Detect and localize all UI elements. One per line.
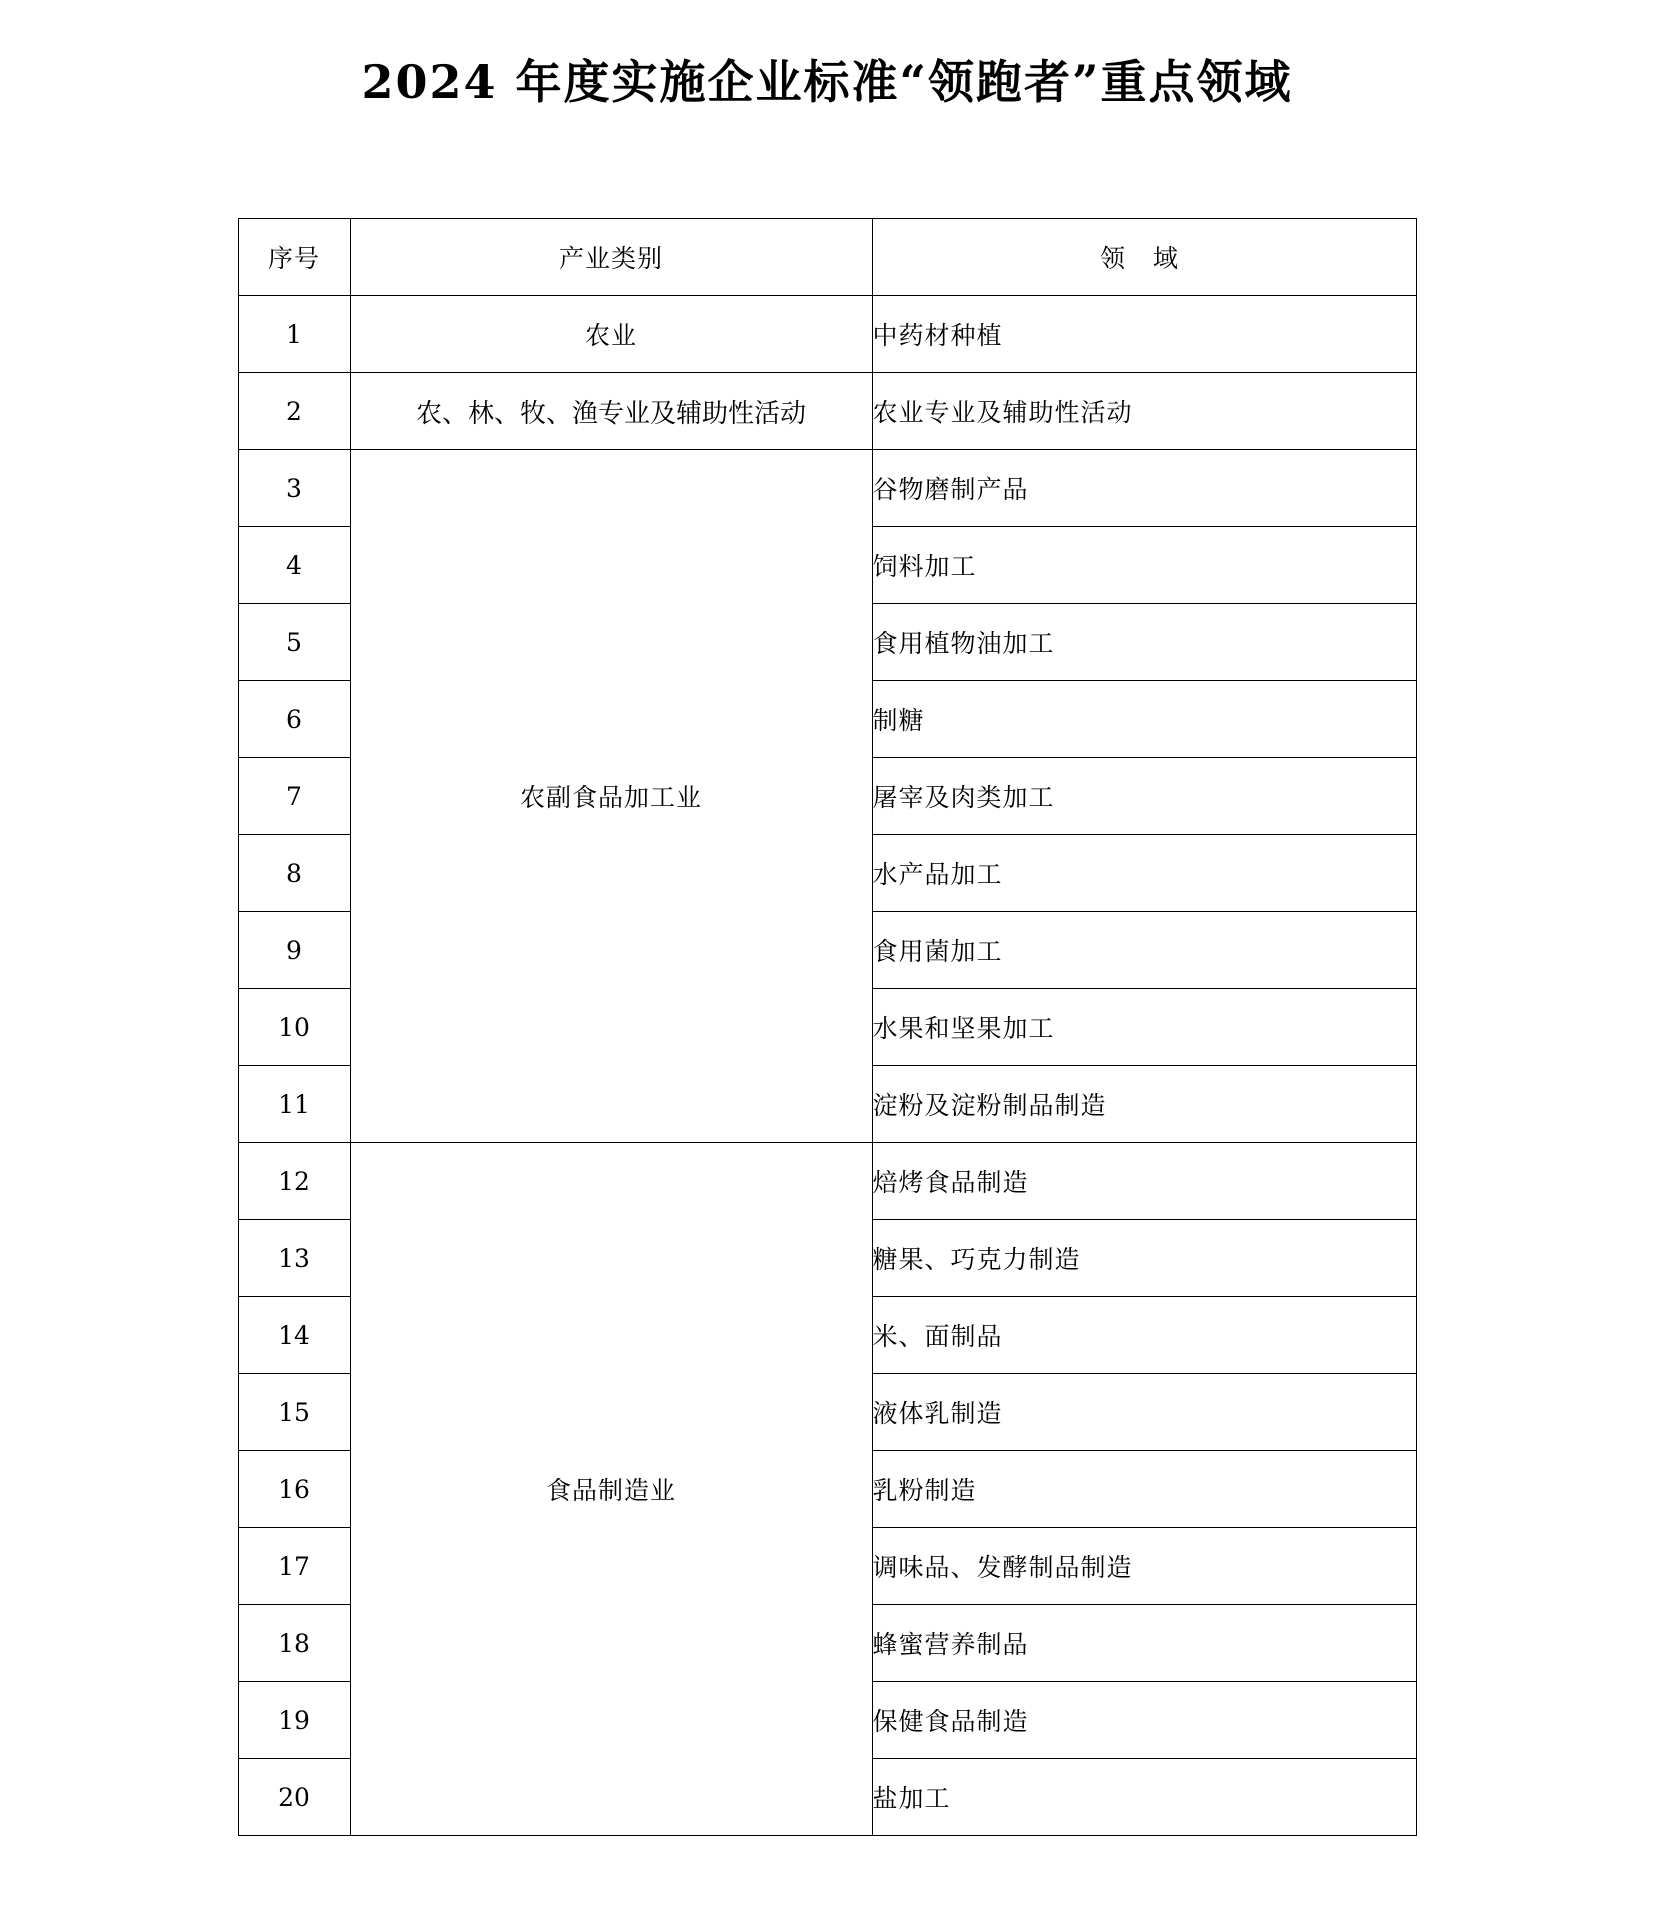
cell-seq: 9	[238, 912, 350, 989]
column-header-category: 产业类别	[350, 219, 872, 296]
cell-field: 食用植物油加工	[872, 604, 1416, 681]
cell-seq: 2	[238, 373, 350, 450]
key-fields-table	[238, 218, 1417, 1836]
cell-field: 液体乳制造	[872, 1374, 1416, 1451]
cell-field: 保健食品制造	[872, 1682, 1416, 1759]
cell-field: 调味品、发酵制品制造	[872, 1528, 1416, 1605]
table-container	[0, 218, 1654, 1836]
cell-seq: 12	[238, 1143, 350, 1220]
column-header-field: 领 域	[872, 219, 1416, 296]
cell-seq: 10	[238, 989, 350, 1066]
table-header-row	[238, 219, 1416, 296]
cell-field: 农业专业及辅助性活动	[872, 373, 1416, 450]
table-row	[238, 296, 1416, 373]
cell-field: 中药材种植	[872, 296, 1416, 373]
cell-seq: 19	[238, 1682, 350, 1759]
cell-seq: 16	[238, 1451, 350, 1528]
cell-seq: 4	[238, 527, 350, 604]
cell-field: 制糖	[872, 681, 1416, 758]
cell-seq: 15	[238, 1374, 350, 1451]
table-row	[238, 450, 1416, 527]
cell-seq: 1	[238, 296, 350, 373]
table-row	[238, 1143, 1416, 1220]
cell-seq: 13	[238, 1220, 350, 1297]
cell-field: 米、面制品	[872, 1297, 1416, 1374]
document-page	[0, 46, 1654, 1906]
cell-field: 淀粉及淀粉制品制造	[872, 1066, 1416, 1143]
cell-field: 水产品加工	[872, 835, 1416, 912]
cell-category: 农副食品加工业	[350, 450, 872, 1143]
cell-seq: 3	[238, 450, 350, 527]
cell-field: 水果和坚果加工	[872, 989, 1416, 1066]
cell-category: 农业	[350, 296, 872, 373]
cell-field: 饲料加工	[872, 527, 1416, 604]
cell-seq: 14	[238, 1297, 350, 1374]
cell-field: 屠宰及肉类加工	[872, 758, 1416, 835]
column-header-seq: 序号	[238, 219, 350, 296]
cell-field: 焙烤食品制造	[872, 1143, 1416, 1220]
cell-seq: 17	[238, 1528, 350, 1605]
page-title: 2024 年度实施企业标准“领跑者”重点领域	[361, 55, 1293, 109]
cell-field: 食用菌加工	[872, 912, 1416, 989]
cell-field: 糖果、巧克力制造	[872, 1220, 1416, 1297]
cell-seq: 6	[238, 681, 350, 758]
cell-category: 农、林、牧、渔专业及辅助性活动	[350, 373, 872, 450]
cell-field: 盐加工	[872, 1759, 1416, 1836]
cell-field: 蜂蜜营养制品	[872, 1605, 1416, 1682]
cell-seq: 5	[238, 604, 350, 681]
cell-seq: 11	[238, 1066, 350, 1143]
table-row	[238, 373, 1416, 450]
cell-seq: 8	[238, 835, 350, 912]
cell-category: 食品制造业	[350, 1143, 872, 1836]
cell-seq: 7	[238, 758, 350, 835]
cell-field: 乳粉制造	[872, 1451, 1416, 1528]
cell-seq: 18	[238, 1605, 350, 1682]
cell-field: 谷物磨制产品	[872, 450, 1416, 527]
cell-seq: 20	[238, 1759, 350, 1836]
